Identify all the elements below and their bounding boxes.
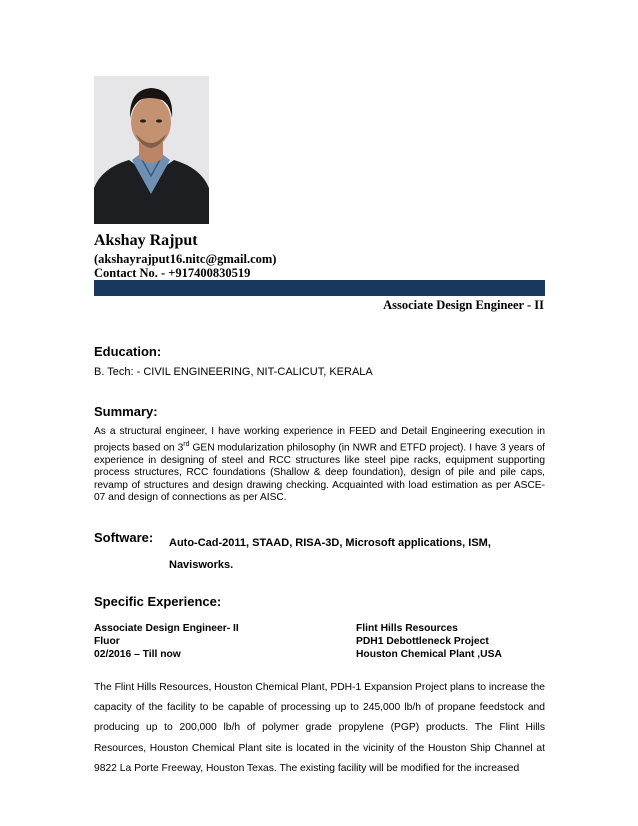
- experience-duration: 02/2016 – Till now: [94, 649, 181, 660]
- header-divider-bar: [94, 280, 545, 296]
- person-portrait-image: [94, 76, 209, 224]
- experience-project-column: [356, 622, 502, 661]
- candidate-name: Akshay Rajput: [94, 232, 198, 249]
- summary-superscript: rd: [183, 440, 190, 448]
- summary-heading: Summary:: [94, 404, 158, 419]
- profile-photo: [94, 76, 209, 224]
- experience-client: Flint Hills Resources: [356, 623, 458, 634]
- education-heading: Education:: [94, 344, 162, 359]
- experience-role-column: [94, 622, 239, 661]
- summary-text-part-2: GEN modularization philosophy (in NWR and ETFD project). I have 3 years of experience in designing of steel and RCC structures like steel pipe racks, equipment supporting process structures, RCC foundations (Shallow & deep foundation), design of pile and pile caps, revamp of structures and design drawing checking. Acquainted with load estimation as per ASCE-07 and design of connections as per AISC.: [94, 441, 545, 504]
- software-list: Auto-Cad-2011, STAAD, RISA-3D, Microsoft applications, ISM, Navisworks.: [169, 537, 491, 571]
- designation-title: Associate Design Engineer - II: [383, 298, 544, 312]
- experience-project: PDH1 Debottleneck Project: [356, 636, 489, 647]
- experience-role: Associate Design Engineer- II: [94, 623, 239, 634]
- experience-location: Houston Chemical Plant ,USA: [356, 649, 502, 660]
- experience-heading: Specific Experience:: [94, 594, 222, 609]
- experience-description-text: The Flint Hills Resources, Houston Chemical Plant, PDH-1 Expansion Project plans to increase the capacity of the facility to be capable of processing up to 245,000 lb/h of propane feedstock and producing up to 200,000 lb/h of polymer grade propylene (PGP) products. The Flint Hills Resources, Houston Chemical Plant site is located in the vicinity of the Houston Ship Channel at 9822 La Porte Freeway, Houston Texas. The existing facility will be modified for the increased: [94, 682, 545, 774]
- experience-company: Fluor: [94, 636, 120, 647]
- summary-text-part-1: As a structural engineer, I have working experience in FEED and Detail Engineering execution in projects based on 3: [94, 426, 545, 453]
- experience-description: [94, 678, 545, 779]
- email-address[interactable]: (akshayrajput16.nitc@gmail.com): [94, 252, 277, 266]
- education-degree: B. Tech: - CIVIL ENGINEERING, NIT-CALICUT, KERALA: [94, 366, 373, 378]
- summary-text: [94, 426, 545, 505]
- contact-number: Contact No. - +917400830519: [94, 266, 251, 280]
- software-heading: Software:: [94, 530, 154, 545]
